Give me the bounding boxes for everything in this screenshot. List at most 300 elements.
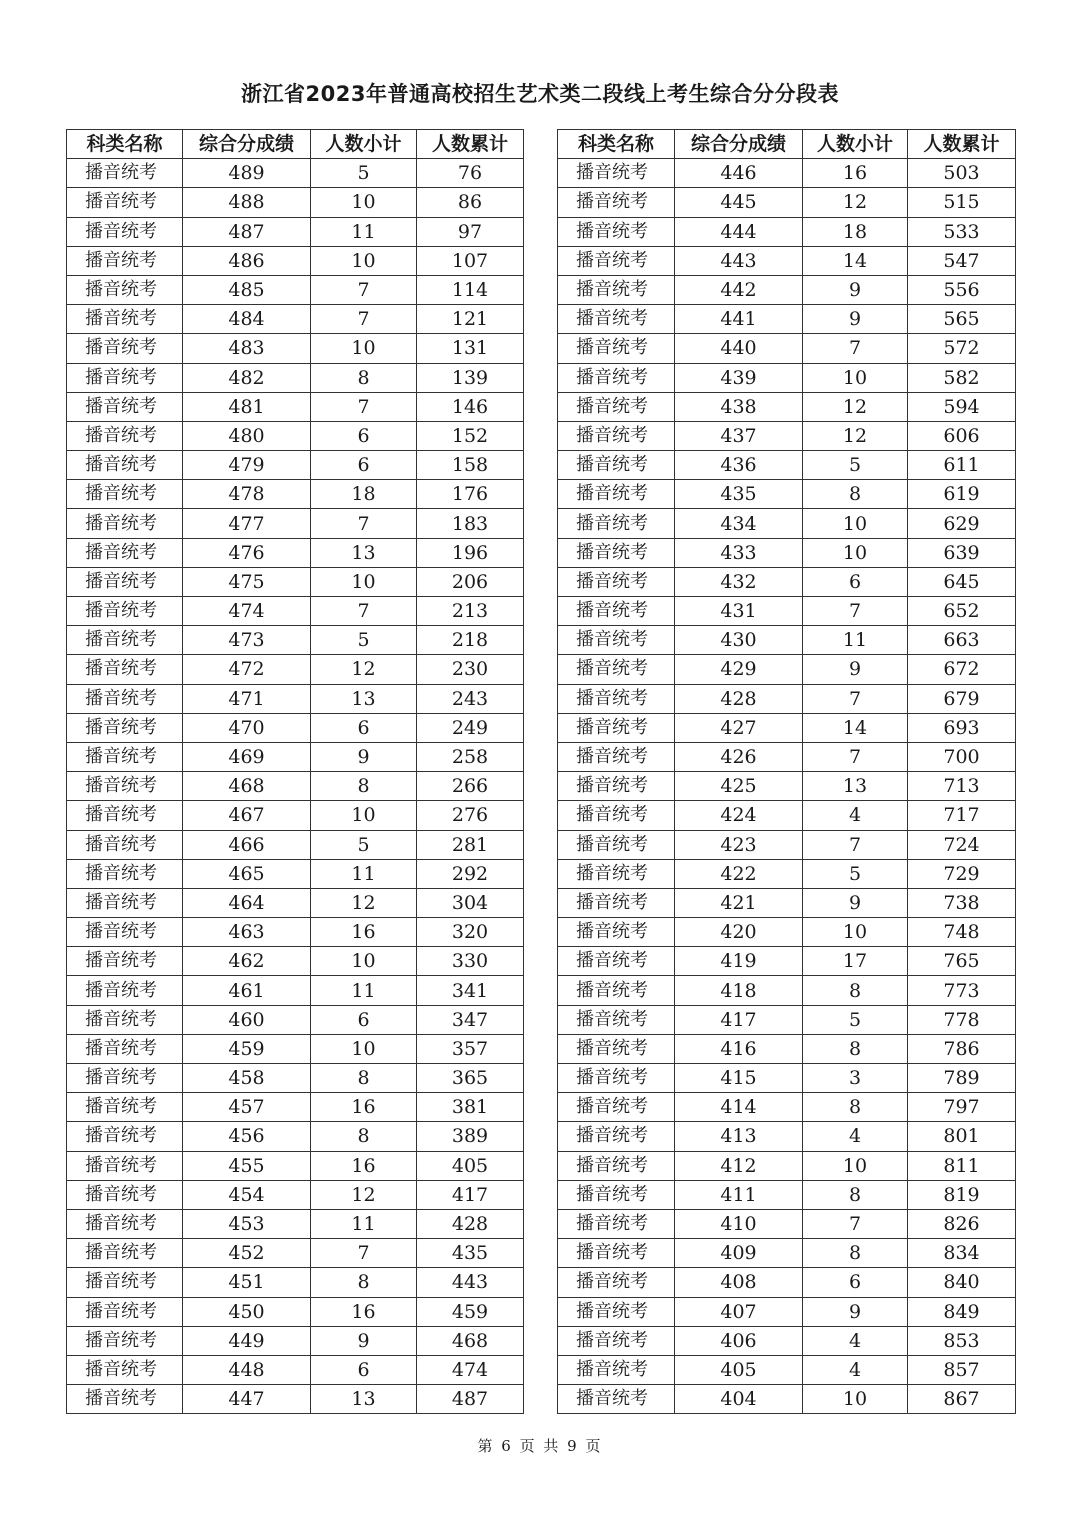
cell-category: 播音统考 (558, 742, 675, 771)
cell-count: 6 (311, 421, 417, 450)
cell-category: 播音统考 (558, 1297, 675, 1326)
table-row (558, 888, 1016, 917)
table-row (67, 392, 524, 421)
table-row (558, 1239, 1016, 1268)
cell-cumulative: 738 (908, 888, 1016, 917)
cell-category: 播音统考 (558, 392, 675, 421)
cell-category: 播音统考 (558, 684, 675, 713)
cell-cumulative: 572 (908, 334, 1016, 363)
table-row (67, 1034, 524, 1063)
cell-score: 444 (675, 217, 803, 246)
table-row (67, 159, 524, 188)
cell-category: 播音统考 (67, 509, 183, 538)
cell-category: 播音统考 (67, 246, 183, 275)
cell-cumulative: 417 (417, 1180, 524, 1209)
cell-score: 406 (675, 1326, 803, 1355)
cell-cumulative: 281 (417, 830, 524, 859)
cell-score: 416 (675, 1034, 803, 1063)
cell-count: 16 (311, 918, 417, 947)
cell-category: 播音统考 (67, 1355, 183, 1384)
cell-count: 12 (803, 392, 908, 421)
table-row (558, 538, 1016, 567)
score-table-right (557, 129, 1016, 1414)
cell-score: 481 (183, 392, 311, 421)
cell-category: 播音统考 (558, 1064, 675, 1093)
cell-cumulative: 474 (417, 1355, 524, 1384)
cell-category: 播音统考 (67, 1005, 183, 1034)
cell-category: 播音统考 (67, 713, 183, 742)
cell-count: 5 (803, 1005, 908, 1034)
cell-count: 10 (803, 1385, 908, 1414)
cell-score: 467 (183, 801, 311, 830)
cell-count: 11 (803, 626, 908, 655)
cell-count: 8 (311, 1122, 417, 1151)
cell-category: 播音统考 (67, 626, 183, 655)
header-count: 人数小计 (311, 130, 417, 159)
cell-cumulative: 645 (908, 567, 1016, 596)
cell-score: 442 (675, 275, 803, 304)
cell-category: 播音统考 (558, 772, 675, 801)
cell-category: 播音统考 (558, 1093, 675, 1122)
cell-category: 播音统考 (558, 830, 675, 859)
cell-cumulative: 717 (908, 801, 1016, 830)
cell-count: 13 (311, 1385, 417, 1414)
cell-cumulative: 606 (908, 421, 1016, 450)
table-row (67, 421, 524, 450)
cell-category: 播音统考 (558, 567, 675, 596)
cell-score: 443 (675, 246, 803, 275)
cell-cumulative: 249 (417, 713, 524, 742)
cell-category: 播音统考 (558, 859, 675, 888)
cell-category: 播音统考 (67, 480, 183, 509)
cell-score: 485 (183, 275, 311, 304)
cell-category: 播音统考 (558, 1122, 675, 1151)
cell-score: 475 (183, 567, 311, 596)
cell-cumulative: 443 (417, 1268, 524, 1297)
cell-cumulative: 547 (908, 246, 1016, 275)
cell-cumulative: 611 (908, 451, 1016, 480)
cell-count: 7 (311, 1239, 417, 1268)
cell-score: 474 (183, 597, 311, 626)
cell-count: 8 (311, 772, 417, 801)
cell-cumulative: 778 (908, 1005, 1016, 1034)
cell-count: 13 (311, 538, 417, 567)
table-row (67, 1297, 524, 1326)
cell-score: 466 (183, 830, 311, 859)
cell-cumulative: 381 (417, 1093, 524, 1122)
cell-category: 播音统考 (558, 597, 675, 626)
cell-score: 446 (675, 159, 803, 188)
cell-score: 425 (675, 772, 803, 801)
cell-count: 8 (803, 1034, 908, 1063)
cell-count: 12 (803, 188, 908, 217)
cell-category: 播音统考 (558, 1326, 675, 1355)
cell-count: 10 (311, 1034, 417, 1063)
cell-count: 7 (803, 830, 908, 859)
table-row (67, 772, 524, 801)
cell-count: 10 (311, 567, 417, 596)
table-row (67, 742, 524, 771)
cell-count: 12 (803, 421, 908, 450)
cell-category: 播音统考 (67, 947, 183, 976)
cell-category: 播音统考 (67, 976, 183, 1005)
cell-cumulative: 582 (908, 363, 1016, 392)
cell-score: 412 (675, 1151, 803, 1180)
cell-count: 7 (311, 597, 417, 626)
header-category: 科类名称 (67, 130, 183, 159)
cell-cumulative: 86 (417, 188, 524, 217)
table-row (558, 1355, 1016, 1384)
cell-cumulative: 773 (908, 976, 1016, 1005)
table-row (67, 334, 524, 363)
table-row (558, 1064, 1016, 1093)
table-row (558, 830, 1016, 859)
table-row (558, 421, 1016, 450)
cell-score: 436 (675, 451, 803, 480)
cell-category: 播音统考 (67, 1180, 183, 1209)
cell-score: 440 (675, 334, 803, 363)
table-row (67, 1180, 524, 1209)
cell-cumulative: 765 (908, 947, 1016, 976)
cell-count: 8 (803, 1239, 908, 1268)
cell-category: 播音统考 (558, 159, 675, 188)
cell-score: 405 (675, 1355, 803, 1384)
cell-score: 422 (675, 859, 803, 888)
cell-category: 播音统考 (67, 597, 183, 626)
cell-score: 429 (675, 655, 803, 684)
cell-score: 451 (183, 1268, 311, 1297)
cell-count: 4 (803, 1355, 908, 1384)
table-row (558, 1122, 1016, 1151)
cell-category: 播音统考 (558, 451, 675, 480)
header-count: 人数小计 (803, 130, 908, 159)
cell-cumulative: 556 (908, 275, 1016, 304)
cell-cumulative: 663 (908, 626, 1016, 655)
cell-score: 415 (675, 1064, 803, 1093)
cell-score: 407 (675, 1297, 803, 1326)
header-cumulative: 人数累计 (417, 130, 524, 159)
cell-category: 播音统考 (558, 888, 675, 917)
cell-category: 播音统考 (558, 246, 675, 275)
cell-category: 播音统考 (558, 275, 675, 304)
table-row (67, 597, 524, 626)
cell-count: 10 (311, 246, 417, 275)
cell-cumulative: 724 (908, 830, 1016, 859)
cell-score: 411 (675, 1180, 803, 1209)
header-score: 综合分成绩 (675, 130, 803, 159)
cell-count: 7 (311, 392, 417, 421)
cell-count: 12 (311, 888, 417, 917)
cell-cumulative: 849 (908, 1297, 1016, 1326)
cell-count: 16 (311, 1151, 417, 1180)
table-row (67, 888, 524, 917)
header-score: 综合分成绩 (183, 130, 311, 159)
cell-category: 播音统考 (67, 159, 183, 188)
cell-count: 9 (311, 742, 417, 771)
cell-category: 播音统考 (67, 363, 183, 392)
cell-cumulative: 152 (417, 421, 524, 450)
cell-count: 9 (311, 1326, 417, 1355)
cell-category: 播音统考 (67, 451, 183, 480)
cell-score: 441 (675, 305, 803, 334)
table-row (67, 217, 524, 246)
cell-cumulative: 594 (908, 392, 1016, 421)
table-row (558, 626, 1016, 655)
cell-cumulative: 652 (908, 597, 1016, 626)
cell-score: 468 (183, 772, 311, 801)
cell-category: 播音统考 (558, 713, 675, 742)
cell-cumulative: 826 (908, 1209, 1016, 1238)
cell-category: 播音统考 (558, 1385, 675, 1414)
header-cumulative: 人数累计 (908, 130, 1016, 159)
cell-category: 播音统考 (558, 363, 675, 392)
cell-count: 11 (311, 217, 417, 246)
cell-count: 10 (803, 538, 908, 567)
cell-cumulative: 811 (908, 1151, 1016, 1180)
table-row (558, 392, 1016, 421)
cell-cumulative: 565 (908, 305, 1016, 334)
cell-category: 播音统考 (67, 1151, 183, 1180)
cell-count: 16 (803, 159, 908, 188)
table-row (67, 626, 524, 655)
table-row (67, 1064, 524, 1093)
table-row (67, 480, 524, 509)
table-row (67, 1239, 524, 1268)
cell-score: 409 (675, 1239, 803, 1268)
cell-cumulative: 672 (908, 655, 1016, 684)
cell-category: 播音统考 (558, 918, 675, 947)
cell-score: 488 (183, 188, 311, 217)
cell-score: 479 (183, 451, 311, 480)
cell-score: 483 (183, 334, 311, 363)
cell-score: 438 (675, 392, 803, 421)
cell-category: 播音统考 (558, 305, 675, 334)
cell-score: 431 (675, 597, 803, 626)
cell-cumulative: 320 (417, 918, 524, 947)
cell-cumulative: 515 (908, 188, 1016, 217)
table-row (67, 976, 524, 1005)
cell-cumulative: 729 (908, 859, 1016, 888)
cell-count: 7 (311, 275, 417, 304)
cell-cumulative: 330 (417, 947, 524, 976)
table-row (67, 509, 524, 538)
cell-category: 播音统考 (67, 421, 183, 450)
table-row (67, 684, 524, 713)
cell-category: 播音统考 (67, 859, 183, 888)
cell-score: 408 (675, 1268, 803, 1297)
cell-count: 8 (803, 1093, 908, 1122)
table-row (558, 1326, 1016, 1355)
cell-cumulative: 853 (908, 1326, 1016, 1355)
cell-score: 427 (675, 713, 803, 742)
cell-count: 4 (803, 801, 908, 830)
cell-score: 448 (183, 1355, 311, 1384)
cell-cumulative: 196 (417, 538, 524, 567)
table-row (558, 217, 1016, 246)
table-row (67, 1209, 524, 1238)
cell-count: 6 (803, 567, 908, 596)
cell-count: 5 (311, 159, 417, 188)
table-row (67, 188, 524, 217)
cell-score: 480 (183, 421, 311, 450)
cell-count: 9 (803, 305, 908, 334)
cell-count: 14 (803, 246, 908, 275)
cell-cumulative: 619 (908, 480, 1016, 509)
cell-category: 播音统考 (67, 538, 183, 567)
cell-score: 432 (675, 567, 803, 596)
table-row (67, 918, 524, 947)
cell-cumulative: 107 (417, 246, 524, 275)
cell-category: 播音统考 (67, 1239, 183, 1268)
cell-count: 8 (803, 976, 908, 1005)
cell-count: 11 (311, 976, 417, 1005)
cell-category: 播音统考 (558, 217, 675, 246)
cell-category: 播音统考 (67, 392, 183, 421)
cell-category: 播音统考 (558, 626, 675, 655)
cell-count: 9 (803, 888, 908, 917)
table-row (558, 597, 1016, 626)
cell-count: 6 (311, 1355, 417, 1384)
cell-cumulative: 206 (417, 567, 524, 596)
cell-category: 播音统考 (558, 1151, 675, 1180)
cell-count: 7 (311, 305, 417, 334)
cell-count: 17 (803, 947, 908, 976)
cell-score: 439 (675, 363, 803, 392)
cell-score: 457 (183, 1093, 311, 1122)
cell-count: 10 (311, 188, 417, 217)
cell-cumulative: 258 (417, 742, 524, 771)
cell-category: 播音统考 (558, 188, 675, 217)
cell-score: 478 (183, 480, 311, 509)
table-row (67, 1093, 524, 1122)
table-row (67, 801, 524, 830)
cell-category: 播音统考 (67, 1326, 183, 1355)
cell-category: 播音统考 (67, 1297, 183, 1326)
page-number: 第 6 页 共 9 页 (477, 1437, 603, 1455)
cell-score: 455 (183, 1151, 311, 1180)
cell-category: 播音统考 (67, 567, 183, 596)
cell-score: 434 (675, 509, 803, 538)
table-row (558, 188, 1016, 217)
cell-cumulative: 176 (417, 480, 524, 509)
cell-category: 播音统考 (67, 742, 183, 771)
cell-score: 423 (675, 830, 803, 859)
cell-cumulative: 131 (417, 334, 524, 363)
cell-category: 播音统考 (558, 1239, 675, 1268)
cell-score: 464 (183, 888, 311, 917)
cell-count: 16 (311, 1093, 417, 1122)
cell-cumulative: 789 (908, 1064, 1016, 1093)
table-row (558, 1005, 1016, 1034)
cell-score: 437 (675, 421, 803, 450)
table-row (558, 976, 1016, 1005)
cell-score: 469 (183, 742, 311, 771)
cell-category: 播音统考 (558, 509, 675, 538)
cell-category: 播音统考 (67, 1385, 183, 1414)
cell-score: 477 (183, 509, 311, 538)
cell-count: 7 (803, 597, 908, 626)
cell-count: 12 (311, 655, 417, 684)
cell-score: 419 (675, 947, 803, 976)
table-row (67, 363, 524, 392)
cell-count: 8 (311, 1268, 417, 1297)
table-row (67, 1355, 524, 1384)
table-row (558, 918, 1016, 947)
cell-category: 播音统考 (558, 801, 675, 830)
cell-category: 播音统考 (558, 334, 675, 363)
cell-category: 播音统考 (67, 830, 183, 859)
cell-score: 471 (183, 684, 311, 713)
table-row (558, 1093, 1016, 1122)
cell-category: 播音统考 (67, 275, 183, 304)
cell-cumulative: 639 (908, 538, 1016, 567)
table-row (67, 305, 524, 334)
cell-score: 433 (675, 538, 803, 567)
cell-category: 播音统考 (558, 480, 675, 509)
cell-cumulative: 121 (417, 305, 524, 334)
table-row (558, 363, 1016, 392)
cell-count: 4 (803, 1326, 908, 1355)
cell-category: 播音统考 (67, 801, 183, 830)
cell-cumulative: 786 (908, 1034, 1016, 1063)
header-category: 科类名称 (558, 130, 675, 159)
table-row (558, 947, 1016, 976)
table-row (67, 1122, 524, 1151)
cell-category: 播音统考 (67, 1209, 183, 1238)
table-row (67, 830, 524, 859)
cell-cumulative: 713 (908, 772, 1016, 801)
cell-cumulative: 797 (908, 1093, 1016, 1122)
cell-count: 10 (311, 334, 417, 363)
cell-cumulative: 76 (417, 159, 524, 188)
cell-score: 453 (183, 1209, 311, 1238)
table-row (558, 1034, 1016, 1063)
cell-cumulative: 629 (908, 509, 1016, 538)
table-row (67, 1326, 524, 1355)
cell-score: 414 (675, 1093, 803, 1122)
cell-count: 13 (311, 684, 417, 713)
cell-cumulative: 840 (908, 1268, 1016, 1297)
cell-score: 456 (183, 1122, 311, 1151)
cell-count: 6 (311, 451, 417, 480)
score-table-left (66, 129, 524, 1414)
cell-category: 播音统考 (558, 655, 675, 684)
table-row (558, 567, 1016, 596)
cell-score: 424 (675, 801, 803, 830)
table-row (558, 859, 1016, 888)
cell-category: 播音统考 (558, 1005, 675, 1034)
table-row (67, 538, 524, 567)
table-row (558, 509, 1016, 538)
cell-score: 435 (675, 480, 803, 509)
cell-score: 430 (675, 626, 803, 655)
cell-count: 8 (311, 363, 417, 392)
table-row (558, 1385, 1016, 1414)
cell-category: 播音统考 (67, 1093, 183, 1122)
cell-count: 7 (803, 684, 908, 713)
cell-category: 播音统考 (558, 976, 675, 1005)
cell-count: 9 (803, 275, 908, 304)
table-row (67, 1268, 524, 1297)
cell-category: 播音统考 (558, 947, 675, 976)
table-row (558, 801, 1016, 830)
cell-score: 421 (675, 888, 803, 917)
cell-count: 7 (803, 1209, 908, 1238)
cell-cumulative: 218 (417, 626, 524, 655)
cell-cumulative: 114 (417, 275, 524, 304)
cell-category: 播音统考 (67, 1122, 183, 1151)
cell-score: 473 (183, 626, 311, 655)
